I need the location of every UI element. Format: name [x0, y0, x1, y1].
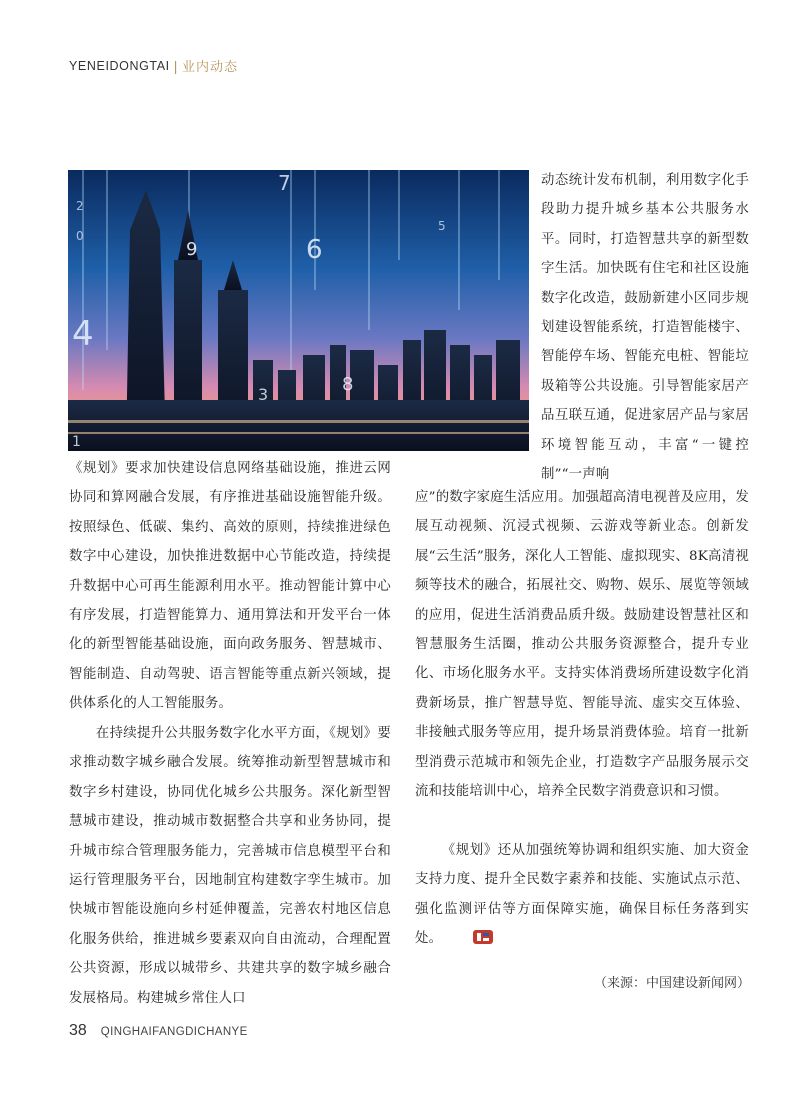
header-brand: YENEIDONGTAI — [69, 58, 170, 73]
overlay-digit: 5 — [438, 219, 446, 233]
overlay-digit: 4 — [72, 314, 94, 354]
overlay-digit: 8 — [342, 374, 354, 395]
header-section: 业内动态 — [181, 60, 238, 75]
end-mark-icon — [445, 927, 467, 943]
overlay-digit: 0 — [76, 229, 84, 243]
article-source: （来源：中国建设新闻网） — [593, 976, 750, 991]
overlay-digit: 1 — [72, 434, 81, 450]
article-paragraph-text: 《规划》还从加强统筹协调和组织实施、加大资金支持力度、提升全民数字素养和技能、实施试点示范、强化监测评估等方面保障实施，确保目标任务落到实处。 — [415, 843, 749, 947]
article-paragraph: 在持续提升公共服务数字化水平方面，《规划》要求推动数字城乡融合发展。统筹推动新型智慧城市和数字乡村建设，协同优化城乡公共服务。深化新型智慧城市建设，推动城市数据整合共享和业务协同，提升城市综合管理服务能力，完善城市信息模型平台和运行管理服务平台，因地制宜构建数字孪生城市。加快城市智能设施向乡村延伸覆盖，完善农村地区信息化服务供给，推进城乡要素双向自由流动，合理配置公共资源，形成以城带乡、共建共享的数字城乡融合发展格局。构建城乡常住人口 — [69, 726, 391, 1006]
overlay-digit: 7 — [278, 171, 291, 195]
overlay-digit: 9 — [186, 239, 198, 260]
article-paragraph — [415, 836, 749, 954]
article-paragraph: 应”的数字家庭生活应用。加强超高清电视普及应用，发展互动视频、沉浸式视频、云游戏等新业态。创新发展“云生活”服务，深化人工智能、虚拟现实、8K高清视频等技术的融合，拓展社交、购物、娱乐、展览等领域的应用，促进生活消费品质升级。鼓励建设智慧社区和智慧服务生活圈，推动公共服务资源整合，提升专业化、市场化服务水平。支持实体消费场所建设数字化消费新场景，推广智慧导览、智能导流、虚实交互体验、非接触式服务等应用，提升场景消费体验。培育一批新型消费示范城市和领先企业，打造数字产品服务展示交流和技能培训中心，培养全民数字消费意识和习惯。 — [415, 490, 749, 800]
overlay-digit: 6 — [306, 235, 323, 265]
overlay-digit: 2 — [76, 199, 84, 213]
skyline-illustration — [68, 170, 529, 451]
page-footer — [69, 1022, 248, 1040]
skyline-photo — [68, 170, 529, 451]
header-divider: | — [173, 57, 178, 74]
article-paragraph: 《规划》要求加快建设信息网络基础设施，推进云网协同和算网融合发展，有序推进基础设施智能升级。按照绿色、低碳、集约、高效的原则，持续推进绿色数字中心建设，加快推进数据中心节能改造，持续提升数据中心可再生能源利用水平。推动智能计算中心有序发展，打造智能算力、通用算法和开发平台一体化的新型智能基础设施，面向政务服务、智慧城市、智能制造、自动驾驶、语言智能等重点新兴领域，提供体系化的人工智能服务。 — [69, 461, 391, 712]
overlay-digit: 3 — [258, 385, 269, 404]
article-paragraph: 动态统计发布机制，利用数字化手段助力提升城乡基本公共服务水平。同时，打造智慧共享的新型数字生活。加快既有住宅和社区设施数字化改造，鼓励新建小区同步规划建设智能系统，打造智能楼宇、智能停车场、智能充电桩、智能垃圾箱等公共设施。引导智能家居产品互联互通，促进家居产品与家居环境智能互动，丰富“一键控制”“一声响 — [541, 173, 749, 483]
page-header — [69, 56, 238, 75]
magazine-name: QINGHAIFANGDICHANYE — [100, 1026, 248, 1038]
page-number: 38 — [69, 1022, 87, 1039]
